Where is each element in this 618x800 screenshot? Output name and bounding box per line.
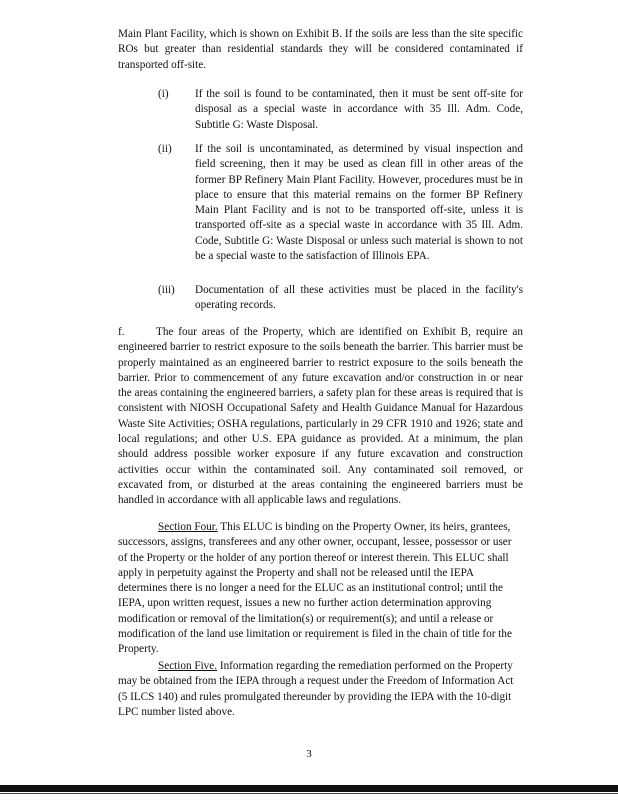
subitem-text: Documentation of all these activities must be placed in the facility's operating records. bbox=[195, 284, 523, 312]
section-five-text: Information regarding the remediation performed on the Property may be obtained from the IEPA through a request under the Freedom of Information Act (5 ILCS 140) and rules promulgated thereunder by providing the IEPA with the 10-digit LPC number listed above. bbox=[118, 660, 514, 718]
subitem-text: If the soil is uncontaminated, as determined by visual inspection and field screening, then it may be used as clean fill in other areas of the former BP Refinery Main Plant Facility. However, procedures must be in place to ensure that this material remains on the former BP Refinery Main Plant Facility and is not to be transported off-site, unless it is transported off-site as a special waste in accordance with 35 Ill. Adm. Code, Subtitle G: Waste Disposal or unless such material is shown to not be a special waste to the satisfaction of Illinois EPA. bbox=[195, 143, 523, 263]
section-five bbox=[118, 659, 523, 720]
paragraph-f-label: f. bbox=[118, 326, 125, 338]
subitem-number: (i) bbox=[158, 88, 169, 100]
scan-edge-bar bbox=[0, 785, 618, 792]
scan-edge-line bbox=[0, 793, 618, 794]
section-four bbox=[118, 520, 523, 658]
page-number: 3 bbox=[306, 748, 312, 760]
paragraph-f bbox=[118, 325, 523, 509]
paragraph-f-text: The four areas of the Property, which are identified on Exhibit B, require an engineered barrier to restrict exposure to the soils beneath the barrier. This barrier must be properly maintained as an engineered barrier to restrict exposure to the soils beneath the barrier. Prior to commencement of any future excavation and/or construction in or near the areas containing the engineered barriers, a safety plan for these areas is required that is consistent with NIOSH Occupational Safety and Health Guidance Manual for Hazardous Waste Site Activities; OSHA regulations, particularly in 29 CFR 1910 and 1926; state and local regulations; and other U.S. EPA guidance as provided. At a minimum, the plan should address possible worker exposure if any future excavation and construction activities occur within the contaminated soil. Any contaminated soil removed, or excavated from, or disturbed at the areas containing the engineered barriers must be handled in accordance with all applicable laws and regulations. bbox=[118, 326, 523, 507]
section-four-text: This ELUC is binding on the Property Owner, its heirs, grantees, successors, assigns, transferees and any other owner, occupant, lessee, possessor or user of the Property or the holder of any portion thereof or interest therein. This ELUC shall apply in perpetuity against the Property and shall not be released until the IEPA determines there is no longer a need for the ELUC as an institutional control; until the IEPA, upon written request, issues a new no further action determination approving modification or removal of the limitation(s) or requirement(s); and until a release or modification of the land use limitation or requirement is filed in the chain of title for the Property. bbox=[118, 521, 512, 656]
subitem-text: If the soil is found to be contaminated, then it must be sent off-site for disposal as a special waste in accordance with 35 Ill. Adm. Code, Subtitle G: Waste Disposal. bbox=[195, 88, 523, 131]
intro-paragraph: Main Plant Facility, which is shown on Exhibit B. If the soils are less than the site specific ROs but greater than residential standards they will be considered contaminated if transported off-site. bbox=[118, 28, 523, 71]
subitem-number: (ii) bbox=[158, 143, 172, 155]
section-four-heading: Section Four. bbox=[158, 521, 218, 533]
section-five-heading: Section Five. bbox=[158, 660, 218, 672]
subitem-number: (iii) bbox=[158, 284, 175, 296]
